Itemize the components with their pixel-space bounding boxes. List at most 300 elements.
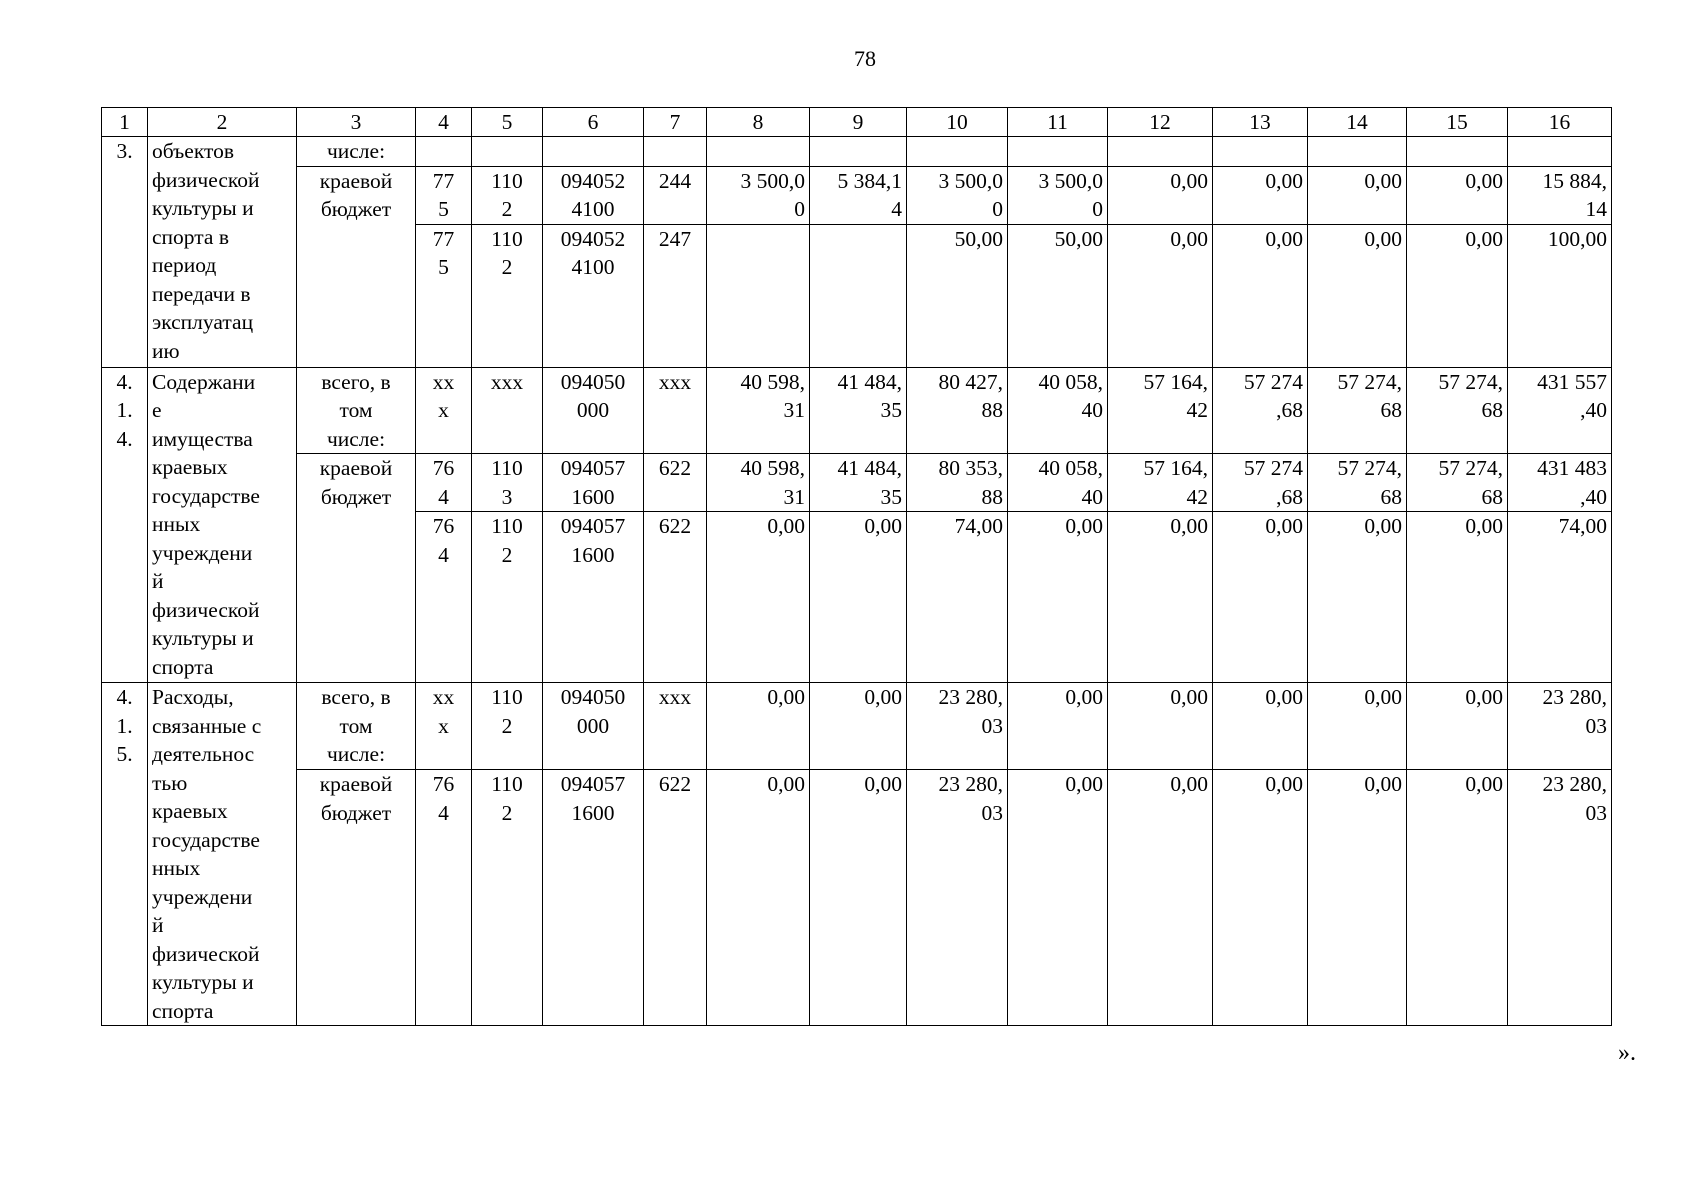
empty-cell <box>707 137 810 167</box>
cell-kod-rz-line: 2 <box>501 800 513 825</box>
item-name-line: передачи в <box>152 281 251 306</box>
cell-kod-gr <box>416 454 472 512</box>
cell-value-10-line: 88 <box>981 484 1003 509</box>
cell-kod-cs-line: 094050 <box>560 369 626 394</box>
item-name <box>148 683 297 1026</box>
funding-source <box>297 454 416 683</box>
cell-value-9 <box>810 683 907 770</box>
closing-quote: ». <box>1618 1040 1636 1066</box>
header-col-16-line: 16 <box>1548 110 1571 134</box>
cell-value-15 <box>1407 683 1508 770</box>
item-name-line: культуры и <box>152 970 254 994</box>
header-col-4 <box>416 108 472 137</box>
cell-kod-vr <box>644 770 707 1026</box>
item-name-line: й <box>152 569 164 593</box>
cell-value-12-line: 0,00 <box>1170 514 1208 538</box>
cell-kod-gr <box>416 770 472 1026</box>
header-col-1-line: 1 <box>119 110 130 134</box>
header-col-11 <box>1008 108 1108 137</box>
header-col-16 <box>1508 108 1612 137</box>
cell-value-16 <box>1508 224 1612 367</box>
cell-value-11 <box>1008 224 1108 367</box>
header-col-13 <box>1213 108 1308 137</box>
cell-value-14 <box>1308 683 1407 770</box>
cell-value-9-line: 0,00 <box>864 514 902 538</box>
cell-value-10 <box>907 512 1008 683</box>
cell-value-16-line: 15 884, <box>1542 168 1607 193</box>
item-name-line: культуры и <box>152 626 254 650</box>
cell-kod-rz-line: 110 <box>491 226 523 251</box>
cell-kod-vr <box>644 367 707 454</box>
header-col-5 <box>472 108 543 137</box>
cell-value-13 <box>1213 770 1308 1026</box>
cell-value-11-line: 3 500,0 <box>1038 168 1103 193</box>
empty-cell <box>472 137 543 167</box>
cell-value-11 <box>1008 367 1108 454</box>
cell-value-12 <box>1108 224 1213 367</box>
cell-value-9-line: 35 <box>880 398 902 422</box>
cell-value-8 <box>707 166 810 224</box>
cell-value-9-line: 0,00 <box>864 685 902 709</box>
cell-kod-cs-line: 094057 <box>560 514 626 538</box>
cell-value-8 <box>707 512 810 683</box>
item-name-line: тью <box>152 770 188 795</box>
cell-kod-gr-line: 76 <box>432 514 455 538</box>
empty-cell <box>543 137 644 167</box>
row-a-sub0 <box>102 137 1612 167</box>
cell-kod-vr <box>644 683 707 770</box>
cell-value-10-line: 0 <box>992 197 1003 221</box>
cell-value-9 <box>810 166 907 224</box>
cell-kod-vr-line: 247 <box>658 226 692 251</box>
empty-cell <box>1308 137 1407 167</box>
cell-value-16-line: 03 <box>1585 800 1607 825</box>
cell-value-10 <box>907 770 1008 1026</box>
cell-value-15-line: 0,00 <box>1465 772 1503 797</box>
cell-value-10-line: 23 280, <box>938 685 1003 709</box>
header-col-1 <box>102 108 148 137</box>
cell-kod-cs <box>543 224 644 367</box>
cell-kod-rz-line: 110 <box>491 168 523 193</box>
cell-kod-gr-line: хх <box>432 685 455 709</box>
cell-value-11-line: 0,00 <box>1065 772 1103 797</box>
cell-value-11-line: 40 <box>1081 398 1103 422</box>
cell-kod-rz <box>472 224 543 367</box>
cell-kod-rz-line: 110 <box>491 514 523 538</box>
header-col-11-line: 11 <box>1047 110 1068 134</box>
cell-value-16 <box>1508 683 1612 770</box>
cell-value-14-line: 0,00 <box>1364 226 1402 251</box>
empty-cell <box>416 137 472 167</box>
cell-kod-cs-line: 000 <box>576 398 610 422</box>
cell-kod-vr <box>644 224 707 367</box>
header-col-3-line: 3 <box>350 110 362 134</box>
cell-kod-rz <box>472 770 543 1026</box>
cell-value-14 <box>1308 224 1407 367</box>
cell-kod-rz-line: 2 <box>501 713 513 738</box>
cell-kod-rz-line: 110 <box>491 772 523 797</box>
item-name-line: краевых <box>152 455 228 479</box>
header-col-14-line: 14 <box>1346 110 1368 134</box>
cell-kod-cs <box>543 770 644 1026</box>
cell-value-15-line: 0,00 <box>1465 226 1503 251</box>
cell-value-14-line: 0,00 <box>1364 772 1402 797</box>
item-name <box>148 367 297 683</box>
cell-value-8-line: 0,00 <box>767 772 805 797</box>
cell-value-13-line: 57 274 <box>1243 456 1303 480</box>
header-col-10 <box>907 108 1008 137</box>
cell-value-12-line: 0,00 <box>1170 685 1208 709</box>
header-col-7 <box>644 108 707 137</box>
cell-kod-rz <box>472 683 543 770</box>
cell-value-11 <box>1008 770 1108 1026</box>
cell-kod-gr <box>416 224 472 367</box>
cell-value-12-line: 42 <box>1186 484 1208 509</box>
cell-value-14 <box>1308 166 1407 224</box>
funding-source <box>297 166 416 367</box>
header-col-13-line: 13 <box>1249 110 1271 134</box>
cell-kod-cs-line: 094050 <box>560 685 626 709</box>
cell-value-16-line: ,40 <box>1580 398 1607 422</box>
cell-value-12 <box>1108 683 1213 770</box>
cell-kod-vr-line: 244 <box>658 168 692 193</box>
header-col-2-line: 2 <box>216 110 228 134</box>
empty-cell <box>907 137 1008 167</box>
row-b-total <box>102 367 1612 454</box>
cell-kod-rz-line: ххх <box>490 369 524 394</box>
item-name-line: государстве <box>152 483 260 508</box>
cell-value-15 <box>1407 770 1508 1026</box>
item-number-line: 3. <box>116 139 133 163</box>
item-name-line: физической <box>152 597 260 622</box>
empty-cell <box>644 137 707 167</box>
cell-value-9-line: 4 <box>891 197 902 221</box>
cell-value-13 <box>1213 166 1308 224</box>
cell-kod-rz-line: 2 <box>501 542 513 567</box>
funding-source <box>297 137 416 167</box>
cell-value-16-line: 431 557 <box>1537 369 1607 394</box>
cell-value-16-line: 74,00 <box>1558 514 1607 538</box>
item-name-line: связанные с <box>152 713 262 738</box>
item-number-line: 5. <box>116 742 133 766</box>
item-name-line: деятельнос <box>152 742 255 766</box>
cell-value-12 <box>1108 454 1213 512</box>
cell-value-12-line: 0,00 <box>1170 168 1208 193</box>
cell-kod-cs <box>543 454 644 512</box>
cell-value-16-line: 03 <box>1585 713 1607 738</box>
header-col-2 <box>148 108 297 137</box>
cell-value-10 <box>907 166 1008 224</box>
cell-kod-cs <box>543 683 644 770</box>
cell-value-9-line: 35 <box>880 484 902 509</box>
item-name-line: е <box>152 398 162 422</box>
cell-kod-vr-line: 622 <box>658 456 692 480</box>
item-name-line: объектов <box>152 139 234 163</box>
item-number-line: 4. <box>116 369 133 394</box>
cell-kod-gr <box>416 683 472 770</box>
cell-kod-cs-line: 094052 <box>560 168 626 193</box>
cell-value-11 <box>1008 454 1108 512</box>
item-name-line: Расходы, <box>152 685 234 709</box>
cell-value-14 <box>1308 367 1407 454</box>
header-row <box>102 108 1612 137</box>
header-col-15-line: 15 <box>1446 110 1468 134</box>
funding-source-line: краевой <box>319 772 393 797</box>
cell-value-11-line: 40 058, <box>1038 369 1103 394</box>
item-name-line: государстве <box>152 827 260 852</box>
header-col-15 <box>1407 108 1508 137</box>
cell-kod-cs-line: 000 <box>576 713 610 738</box>
cell-value-9-line: 41 484, <box>837 456 902 480</box>
row-a-1 <box>102 166 1612 224</box>
cell-value-11-line: 0 <box>1092 197 1103 221</box>
item-name-line: Содержани <box>152 369 256 394</box>
cell-value-13 <box>1213 367 1308 454</box>
budget-table <box>101 107 1612 1026</box>
cell-kod-rz-line: 2 <box>501 255 513 279</box>
cell-kod-cs <box>543 166 644 224</box>
cell-kod-gr-line: 76 <box>432 456 455 480</box>
cell-kod-gr-line: 4 <box>438 800 449 825</box>
header-col-4-line: 4 <box>438 110 449 134</box>
header-col-8 <box>707 108 810 137</box>
item-name-line: культуры и <box>152 196 254 220</box>
cell-value-16 <box>1508 770 1612 1026</box>
cell-kod-rz <box>472 454 543 512</box>
cell-value-8-line: 0,00 <box>767 514 805 538</box>
cell-value-8 <box>707 367 810 454</box>
cell-value-15 <box>1407 224 1508 367</box>
cell-value-10-line: 03 <box>981 800 1003 825</box>
cell-kod-vr-line: 622 <box>658 772 692 797</box>
cell-value-13 <box>1213 224 1308 367</box>
cell-value-15-line: 68 <box>1481 484 1503 509</box>
cell-value-15-line: 0,00 <box>1465 685 1503 709</box>
empty-cell <box>810 137 907 167</box>
cell-value-16 <box>1508 367 1612 454</box>
cell-kod-vr-line: ххх <box>658 685 692 709</box>
cell-value-16-line: 14 <box>1585 197 1607 221</box>
cell-kod-gr-line: х <box>438 398 449 422</box>
header-col-14 <box>1308 108 1407 137</box>
cell-value-12-line: 57 164, <box>1143 456 1208 480</box>
cell-kod-cs-line: 4100 <box>571 197 615 221</box>
cell-value-9 <box>810 367 907 454</box>
cell-value-13-line: 0,00 <box>1265 772 1303 797</box>
cell-value-9-line: 41 484, <box>837 369 902 394</box>
cell-value-10-line: 03 <box>981 713 1003 738</box>
cell-value-13-line: 0,00 <box>1265 226 1303 251</box>
cell-kod-vr <box>644 166 707 224</box>
cell-kod-cs-line: 094057 <box>560 772 626 797</box>
header-col-8-line: 8 <box>752 110 764 134</box>
cell-value-9 <box>810 454 907 512</box>
cell-value-12-line: 57 164, <box>1143 369 1208 394</box>
cell-kod-vr-line: ххх <box>658 369 692 394</box>
cell-kod-gr-line: хх <box>432 369 455 394</box>
cell-value-10 <box>907 683 1008 770</box>
cell-value-16 <box>1508 166 1612 224</box>
cell-value-12 <box>1108 367 1213 454</box>
row-c-1 <box>102 770 1612 1026</box>
cell-value-16 <box>1508 454 1612 512</box>
cell-value-11-line: 40 058, <box>1038 456 1103 480</box>
funding-source <box>297 770 416 1026</box>
cell-value-8 <box>707 683 810 770</box>
empty-cell <box>1108 137 1213 167</box>
funding-source-line: бюджет <box>320 197 392 221</box>
cell-value-13-line: ,68 <box>1276 484 1303 509</box>
cell-kod-vr <box>644 512 707 683</box>
cell-value-15 <box>1407 166 1508 224</box>
cell-kod-cs-line: 094052 <box>560 226 626 251</box>
header-col-9-line: 9 <box>852 110 864 134</box>
item-name-line: спорта в <box>152 224 229 249</box>
item-name-line: эксплуатац <box>152 310 254 334</box>
cell-value-8-line: 3 500,0 <box>740 168 805 193</box>
header-col-5-line: 5 <box>501 110 513 134</box>
cell-value-15 <box>1407 512 1508 683</box>
funding-source-line: том <box>339 398 373 422</box>
cell-kod-gr <box>416 512 472 683</box>
cell-value-14 <box>1308 512 1407 683</box>
item-name <box>148 137 297 368</box>
item-name-line: физической <box>152 167 260 192</box>
cell-value-10-line: 80 427, <box>938 369 1003 394</box>
cell-value-12-line: 0,00 <box>1170 772 1208 797</box>
cell-value-8 <box>707 454 810 512</box>
cell-value-10-line: 88 <box>981 398 1003 422</box>
cell-value-8-line: 0,00 <box>767 685 805 709</box>
empty-cell <box>1407 137 1508 167</box>
cell-value-10-line: 50,00 <box>954 226 1003 251</box>
cell-value-9-line: 5 384,1 <box>837 168 902 193</box>
item-number-line: 1. <box>116 398 133 422</box>
cell-value-11-line: 0,00 <box>1065 514 1103 538</box>
cell-kod-rz <box>472 166 543 224</box>
cell-kod-rz-line: 3 <box>501 484 513 509</box>
cell-kod-rz-line: 2 <box>501 197 513 221</box>
cell-kod-cs-line: 1600 <box>571 542 615 567</box>
cell-value-14-line: 0,00 <box>1364 168 1402 193</box>
funding-source-line: числе: <box>326 742 386 766</box>
cell-value-16-line: 23 280, <box>1542 685 1607 709</box>
cell-value-13 <box>1213 454 1308 512</box>
cell-value-14-line: 0,00 <box>1364 685 1402 709</box>
cell-value-8 <box>707 224 810 367</box>
cell-value-8-line: 40 598, <box>740 369 805 394</box>
cell-value-14 <box>1308 454 1407 512</box>
cell-kod-gr-line: 5 <box>438 255 449 279</box>
header-col-9 <box>810 108 907 137</box>
cell-value-12-line: 0,00 <box>1170 226 1208 251</box>
cell-value-11 <box>1008 512 1108 683</box>
cell-value-12-line: 42 <box>1186 398 1208 422</box>
cell-value-8 <box>707 770 810 1026</box>
cell-value-14-line: 57 274, <box>1337 456 1402 480</box>
cell-value-12 <box>1108 166 1213 224</box>
cell-kod-gr-line: х <box>438 713 449 738</box>
cell-value-13-line: 0,00 <box>1265 514 1303 538</box>
funding-source-line: бюджет <box>320 484 392 509</box>
empty-cell <box>1213 137 1308 167</box>
cell-kod-gr-line: 4 <box>438 542 449 567</box>
item-number-line: 1. <box>116 713 133 738</box>
cell-value-16-line: ,40 <box>1580 484 1607 509</box>
cell-value-14-line: 57 274, <box>1337 369 1402 394</box>
row-b-1 <box>102 454 1612 512</box>
cell-value-13-line: 0,00 <box>1265 685 1303 709</box>
cell-value-13-line: ,68 <box>1276 398 1303 422</box>
page-number: 78 <box>854 46 876 71</box>
cell-kod-cs <box>543 512 644 683</box>
item-name-line: учреждени <box>152 884 253 909</box>
header-col-7-line: 7 <box>669 110 681 134</box>
cell-value-14 <box>1308 770 1407 1026</box>
funding-source-line: всего, в <box>321 685 391 709</box>
item-name-line: период <box>152 253 217 277</box>
cell-kod-gr-line: 77 <box>432 168 455 193</box>
cell-value-10 <box>907 454 1008 512</box>
cell-value-8-line: 31 <box>783 398 805 422</box>
cell-value-14-line: 0,00 <box>1364 514 1402 538</box>
cell-kod-rz-line: 110 <box>491 456 523 480</box>
item-name-line: й <box>152 913 164 937</box>
funding-source-line: краевой <box>319 456 393 480</box>
cell-kod-gr-line: 5 <box>438 197 449 221</box>
cell-value-10-line: 74,00 <box>954 514 1003 538</box>
funding-source-line: краевой <box>319 168 393 193</box>
item-number <box>102 137 148 368</box>
empty-cell <box>1508 137 1612 167</box>
cell-value-10-line: 3 500,0 <box>938 168 1003 193</box>
empty-cell <box>1008 137 1108 167</box>
cell-kod-cs-line: 1600 <box>571 484 615 509</box>
cell-value-10 <box>907 367 1008 454</box>
cell-value-10-line: 80 353, <box>938 456 1003 480</box>
item-name-line: спорта <box>152 654 214 679</box>
funding-source-line: числе: <box>326 139 386 163</box>
cell-value-10 <box>907 224 1008 367</box>
cell-value-9-line <box>814 225 902 253</box>
funding-source-line: бюджет <box>320 800 392 825</box>
cell-value-15-line: 0,00 <box>1465 168 1503 193</box>
cell-kod-cs-line: 094057 <box>560 456 626 480</box>
cell-value-10-line: 23 280, <box>938 772 1003 797</box>
cell-value-8-line: 31 <box>783 484 805 509</box>
row-c-total <box>102 683 1612 770</box>
header-col-6-line: 6 <box>587 110 599 134</box>
header-col-3 <box>297 108 416 137</box>
header-col-12-line: 12 <box>1149 110 1171 134</box>
cell-value-12 <box>1108 770 1213 1026</box>
cell-value-13 <box>1213 683 1308 770</box>
cell-value-15 <box>1407 367 1508 454</box>
item-name-line: спорта <box>152 998 214 1023</box>
cell-value-8-line: 0 <box>794 197 805 221</box>
cell-kod-rz <box>472 512 543 683</box>
cell-value-12 <box>1108 512 1213 683</box>
funding-source-line: всего, в <box>321 369 391 394</box>
item-name-line: ию <box>152 338 180 363</box>
item-name-line: краевых <box>152 799 228 823</box>
cell-value-11 <box>1008 683 1108 770</box>
item-number <box>102 683 148 1026</box>
cell-kod-gr-line: 4 <box>438 484 449 509</box>
cell-value-16 <box>1508 512 1612 683</box>
item-number-line: 4. <box>116 685 133 709</box>
item-number <box>102 367 148 683</box>
